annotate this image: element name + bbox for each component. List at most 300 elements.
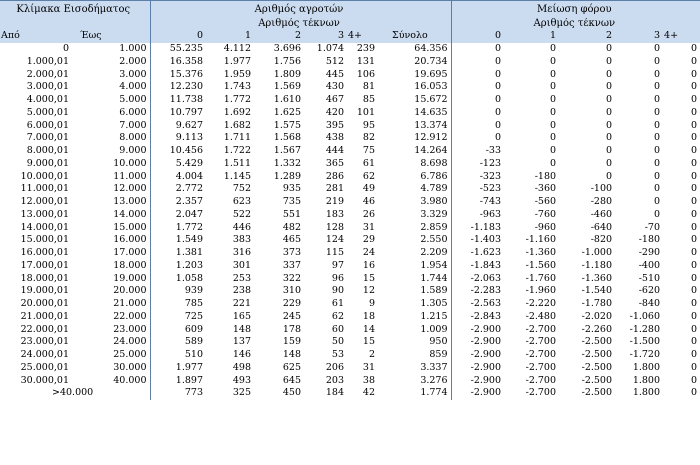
cell-to: 7.000 — [72, 119, 150, 132]
table-cell: 0 — [691, 68, 698, 80]
table-cell: 0 — [691, 374, 698, 386]
table-cell: -2.900 — [470, 387, 502, 399]
table-cell: -290 — [638, 247, 661, 259]
table-cell: 0 — [691, 145, 698, 157]
table-cell: 55.235 — [169, 43, 203, 55]
table-cell: -1.000 — [581, 247, 613, 259]
cell-from: 14.000,01 — [20, 221, 69, 233]
table-cell: -180 — [534, 170, 557, 182]
income-scale-header: Κλίμακα Εισοδήματος — [0, 1, 150, 19]
table-cell: 97 — [331, 259, 344, 271]
table-cell: 0 — [691, 94, 698, 106]
table-cell: 81 — [362, 81, 375, 93]
table-cell: 13.374 — [378, 119, 451, 132]
table-row — [0, 94, 700, 107]
table-cell: 5.429 — [175, 157, 203, 169]
table-cell: 1.800 — [632, 374, 661, 386]
table-row — [0, 81, 700, 94]
cell-from: 21.000,01 — [20, 310, 69, 322]
cell-to: 8.000 — [72, 132, 150, 145]
table-row — [0, 349, 700, 362]
table-cell: -560 — [534, 196, 557, 208]
table-cell: 482 — [282, 221, 301, 233]
table-cell: 20.734 — [378, 56, 451, 69]
cell-to: 10.000 — [72, 158, 150, 171]
cell-to: 19.000 — [72, 272, 150, 285]
table-cell: 3.337 — [378, 362, 451, 375]
table-cell: 0 — [691, 323, 698, 335]
table-cell: -1.560 — [525, 259, 557, 271]
cell-from: 7.000,01 — [26, 132, 69, 144]
table-cell: 9.627 — [175, 119, 203, 131]
table-cell: -2.563 — [470, 298, 502, 310]
table-cell: 0 — [691, 106, 698, 118]
table-cell: 62 — [331, 310, 344, 322]
table-cell: 859 — [378, 349, 451, 362]
table-cell: 0 — [605, 132, 613, 144]
table-cell: 61 — [362, 157, 375, 169]
table-cell: 1.772 — [223, 94, 251, 106]
children-header-tax: Αριθμός τέκνων — [451, 18, 700, 30]
table-cell: 0 — [691, 272, 698, 284]
table-cell: 14.264 — [378, 145, 451, 158]
table-cell: 373 — [282, 247, 301, 259]
table-cell: -2.700 — [525, 361, 557, 373]
cell-to: 14.000 — [72, 209, 150, 222]
table-cell: -1.280 — [629, 323, 661, 335]
table-cell: 128 — [325, 221, 344, 233]
table-cell: -1.060 — [629, 310, 661, 322]
table-cell: 206 — [325, 361, 344, 373]
table-cell: 11.738 — [169, 94, 203, 106]
table-cell: 9.113 — [175, 132, 203, 144]
table-cell: -2.700 — [525, 323, 557, 335]
table-cell: -2.500 — [581, 336, 613, 348]
cell-to: 23.000 — [72, 323, 150, 336]
table-cell: 0 — [691, 81, 698, 93]
table-cell: -620 — [638, 285, 661, 297]
cell-from: 30.000,01 — [20, 374, 69, 386]
table-cell: -2.063 — [470, 272, 502, 284]
table-cell: 316 — [232, 247, 251, 259]
table-cell: 1.692 — [223, 106, 251, 118]
table-cell: 15.672 — [378, 94, 451, 107]
table-cell: 2.357 — [175, 196, 203, 208]
table-row — [0, 56, 700, 69]
table-cell: 0 — [605, 81, 613, 93]
table-cell: 2.209 — [378, 247, 451, 260]
table-cell: 1.744 — [378, 272, 451, 285]
table-cell: -2.700 — [525, 374, 557, 386]
table-cell: 2.550 — [378, 234, 451, 247]
table-cell: 1.145 — [223, 170, 251, 182]
col-tax-4plus: 4+ — [663, 30, 700, 43]
table-cell: 467 — [325, 94, 344, 106]
table-cell: 0 — [605, 157, 613, 169]
table-cell: 53 — [331, 349, 344, 361]
table-cell: 16.358 — [169, 55, 203, 67]
table-cell: 8.698 — [378, 158, 451, 171]
table-cell: 203 — [325, 374, 344, 386]
cell-from: 25.000,01 — [20, 361, 69, 373]
table-cell: 219 — [325, 196, 344, 208]
table-cell: 950 — [378, 336, 451, 349]
cell-to: 25.000 — [72, 349, 150, 362]
table-cell: 337 — [282, 259, 301, 271]
cell-to: 17.000 — [72, 247, 150, 260]
table-cell: 82 — [362, 132, 375, 144]
table-cell: 725 — [184, 310, 203, 322]
table-cell: 1.215 — [378, 311, 451, 324]
table-cell: 0 — [691, 361, 698, 373]
table-cell: 0 — [691, 310, 698, 322]
table-cell: 12.912 — [378, 132, 451, 145]
table-cell: 0 — [691, 349, 698, 361]
table-cell: 0 — [691, 132, 698, 144]
table-cell: 1.332 — [273, 157, 301, 169]
table-cell: -2.500 — [581, 374, 613, 386]
table-cell: 1.009 — [378, 323, 451, 336]
table-cell: 735 — [282, 196, 301, 208]
table-cell: 773 — [184, 387, 203, 399]
table-cell: 1.567 — [273, 145, 301, 157]
table-cell: 0 — [605, 94, 613, 106]
table-cell: 184 — [325, 387, 344, 399]
cell-from: 19.000,01 — [20, 285, 69, 297]
cell-from: 6.000,01 — [26, 119, 69, 131]
table-cell: 0 — [549, 132, 557, 144]
table-cell: 24 — [362, 247, 375, 259]
table-cell: -2.500 — [581, 361, 613, 373]
table-cell: 1.305 — [378, 298, 451, 311]
table-cell: -2.020 — [581, 310, 613, 322]
table-cell: -1.500 — [629, 336, 661, 348]
table-cell: -2.900 — [470, 336, 502, 348]
table-cell: -1.160 — [525, 234, 557, 246]
table-cell: 1.722 — [223, 145, 251, 157]
table-cell: 1.203 — [175, 259, 203, 271]
table-cell: 0 — [653, 68, 661, 80]
table-cell: -2.480 — [525, 310, 557, 322]
table-cell: -2.700 — [525, 336, 557, 348]
table-cell: 286 — [325, 170, 344, 182]
table-cell: 2.859 — [378, 221, 451, 234]
table-cell: 0 — [653, 106, 661, 118]
table-cell: 0 — [549, 94, 557, 106]
table-cell: 0 — [653, 196, 661, 208]
children-header-farmers: Αριθμός τέκνων — [150, 18, 451, 30]
col-tax-1: 1 — [504, 30, 559, 43]
table-cell: 645 — [282, 374, 301, 386]
table-cell: 137 — [232, 336, 251, 348]
col-from: Από — [0, 30, 72, 43]
table-row — [0, 209, 700, 222]
cell-to: 1.000 — [72, 43, 150, 56]
cell-from: 11.000,01 — [20, 183, 69, 195]
table-cell: 281 — [325, 183, 344, 195]
table-cell: 26 — [362, 208, 375, 220]
cell-from: 23.000,01 — [20, 336, 69, 348]
table-cell: 522 — [232, 208, 251, 220]
cell-from: 13.000,01 — [20, 208, 69, 220]
table-cell: 935 — [282, 183, 301, 195]
table-cell: -1.780 — [581, 298, 613, 310]
cell-from: 22.000,01 — [20, 323, 69, 335]
table-cell: 0 — [691, 387, 698, 399]
table-cell: -2.260 — [581, 323, 613, 335]
cell-to: 13.000 — [72, 196, 150, 209]
table-cell: 29 — [362, 234, 375, 246]
table-body — [0, 43, 700, 400]
cell-from: 3.000,01 — [26, 81, 69, 93]
table-cell: 623 — [232, 196, 251, 208]
table-cell: -323 — [479, 170, 502, 182]
table-cell: 75 — [362, 145, 375, 157]
table-cell: 438 — [325, 132, 344, 144]
table-cell: 0 — [691, 208, 698, 220]
table-cell: 4.789 — [378, 183, 451, 196]
table-cell: 2.047 — [175, 208, 203, 220]
table-cell: 0 — [653, 132, 661, 144]
table-cell: 1.575 — [273, 119, 301, 131]
table-cell: 0 — [691, 170, 698, 182]
table-row — [0, 234, 700, 247]
cell-to: 3.000 — [72, 68, 150, 81]
table-cell: 0 — [549, 157, 557, 169]
table-cell: 609 — [184, 323, 203, 335]
table-cell: 0 — [494, 81, 502, 93]
table-cell: 14 — [362, 323, 375, 335]
table-row — [0, 374, 700, 387]
table-cell: 131 — [356, 55, 375, 67]
table-cell: 221 — [232, 298, 251, 310]
table-cell: 19.695 — [378, 68, 451, 81]
table-cell: 3.276 — [378, 374, 451, 387]
table-cell: -2.700 — [525, 349, 557, 361]
table-cell: 0 — [691, 157, 698, 169]
table-cell: 0 — [494, 106, 502, 118]
table-cell: -400 — [638, 259, 661, 271]
table-cell: 939 — [184, 285, 203, 297]
table-row — [0, 311, 700, 324]
table-row — [0, 362, 700, 375]
table-cell: 1.625 — [273, 106, 301, 118]
table-cell: 0 — [691, 43, 698, 55]
table-cell: 124 — [325, 234, 344, 246]
table-cell: 1.511 — [223, 157, 251, 169]
table-cell: 493 — [232, 374, 251, 386]
table-cell: 1.381 — [175, 247, 203, 259]
table-cell: 253 — [232, 272, 251, 284]
table-row — [0, 107, 700, 120]
col-children-2: 2 — [254, 30, 304, 43]
table-cell: -180 — [638, 234, 661, 246]
table-cell: 1.569 — [273, 81, 301, 93]
table-cell: 395 — [325, 119, 344, 131]
table-row — [0, 298, 700, 311]
tax-reduction-header: Μείωση φόρου — [451, 1, 700, 19]
table-cell: 31 — [362, 361, 375, 373]
table-row — [0, 196, 700, 209]
table-cell: 498 — [232, 361, 251, 373]
table-cell: 0 — [691, 259, 698, 271]
table-cell: -510 — [638, 272, 661, 284]
table-cell: 10.456 — [169, 145, 203, 157]
table-row — [0, 183, 700, 196]
table-cell: 0 — [494, 43, 502, 55]
table-cell: 512 — [325, 55, 344, 67]
table-row — [0, 247, 700, 260]
table-cell: 1.954 — [378, 260, 451, 273]
table-cell: 16.053 — [378, 81, 451, 94]
table-cell: 0 — [605, 170, 613, 182]
table-cell: 1.058 — [175, 272, 203, 284]
table-cell: 1.800 — [632, 361, 661, 373]
cell-from: 20.000,01 — [20, 298, 69, 310]
table-cell: 0 — [605, 106, 613, 118]
table-cell: 0 — [494, 132, 502, 144]
table-cell: 1.800 — [632, 387, 661, 399]
table-cell: 15 — [362, 272, 375, 284]
table-cell: 0 — [549, 145, 557, 157]
table-cell: 4.004 — [175, 170, 203, 182]
table-cell: 3.980 — [378, 196, 451, 209]
table-cell: -1.760 — [525, 272, 557, 284]
table-cell: 1.549 — [175, 234, 203, 246]
table-cell: 4.112 — [223, 43, 251, 55]
table-cell: 0 — [549, 81, 557, 93]
table-cell: 310 — [282, 285, 301, 297]
table-cell: 165 — [232, 310, 251, 322]
table-cell: 18 — [362, 310, 375, 322]
table-cell: 146 — [232, 349, 251, 361]
table-cell: 101 — [356, 106, 375, 118]
table-cell: 0 — [549, 68, 557, 80]
table-cell: 0 — [653, 55, 661, 67]
table-cell: 383 — [232, 234, 251, 246]
table-row — [0, 170, 700, 183]
table-cell: 0 — [691, 247, 698, 259]
cell-to: 16.000 — [72, 234, 150, 247]
cell-to: 24.000 — [72, 336, 150, 349]
table-cell: -2.900 — [470, 323, 502, 335]
table-cell: -1.960 — [525, 285, 557, 297]
table-cell: 38 — [362, 374, 375, 386]
table-cell: 90 — [331, 285, 344, 297]
table-cell: -2.900 — [470, 349, 502, 361]
cell-from: 2.000,01 — [26, 68, 69, 80]
table-cell: 1.959 — [223, 68, 251, 80]
table-row — [0, 336, 700, 349]
table-cell: 1.756 — [273, 55, 301, 67]
table-cell: 0 — [494, 119, 502, 131]
cell-to: 20.000 — [72, 285, 150, 298]
table-cell: 0 — [549, 55, 557, 67]
cell-to: 11.000 — [72, 170, 150, 183]
table-cell: 159 — [282, 336, 301, 348]
table-cell: -963 — [479, 208, 502, 220]
table-cell: 1.772 — [175, 221, 203, 233]
table-cell: 61 — [331, 298, 344, 310]
table-cell: 465 — [282, 234, 301, 246]
table-cell: 301 — [232, 259, 251, 271]
table-cell: 0 — [494, 68, 502, 80]
table-row — [0, 221, 700, 234]
table-cell: 0 — [691, 336, 698, 348]
table-cell: 0 — [691, 234, 698, 246]
table-cell: -2.843 — [470, 310, 502, 322]
table-cell: 1.774 — [378, 387, 451, 400]
table-cell: -2.500 — [581, 349, 613, 361]
cell-to: 5.000 — [72, 94, 150, 107]
table-cell: 6.786 — [378, 170, 451, 183]
cell-to: 2.000 — [72, 56, 150, 69]
table-cell: 238 — [232, 285, 251, 297]
table-cell: 0 — [653, 81, 661, 93]
table-cell: 0 — [653, 157, 661, 169]
table-cell: 12.230 — [169, 81, 203, 93]
table-cell: -70 — [644, 221, 661, 233]
table-cell: -1.180 — [581, 259, 613, 271]
table-cell: 1.568 — [273, 132, 301, 144]
cell-income-over-40000: >40.000 — [0, 387, 150, 400]
table-cell: -33 — [485, 145, 502, 157]
table-cell: 444 — [325, 145, 344, 157]
table-cell: 9 — [368, 298, 375, 310]
table-cell: 1.589 — [378, 285, 451, 298]
table-cell: 0 — [653, 43, 661, 55]
cell-to: 22.000 — [72, 311, 150, 324]
table-cell: 445 — [325, 68, 344, 80]
table-row-last — [0, 387, 700, 400]
col-children-4plus: 4+ — [347, 30, 378, 43]
cell-to: 18.000 — [72, 260, 150, 273]
cell-from: 15.000,01 — [20, 234, 69, 246]
farmers-header: Αριθμός αγροτών — [150, 1, 451, 19]
table-cell: 1.289 — [273, 170, 301, 182]
table-cell: 85 — [362, 94, 375, 106]
table-cell: 0 — [691, 221, 698, 233]
table-cell: 96 — [331, 272, 344, 284]
table-cell: 2.772 — [175, 183, 203, 195]
table-cell: 0 — [494, 94, 502, 106]
table-row — [0, 272, 700, 285]
table-cell: 2 — [368, 349, 375, 361]
table-cell: -523 — [479, 183, 502, 195]
table-cell: -460 — [590, 208, 613, 220]
table-cell: 62 — [362, 170, 375, 182]
table-cell: 0 — [691, 55, 698, 67]
table-cell: 178 — [282, 323, 301, 335]
cell-from: 10.000,01 — [20, 170, 69, 182]
table-cell: 50 — [331, 336, 344, 348]
table-cell: 785 — [184, 298, 203, 310]
table-cell: 106 — [356, 68, 375, 80]
cell-to: 12.000 — [72, 183, 150, 196]
table-row — [0, 68, 700, 81]
table-row — [0, 158, 700, 171]
table-cell: 551 — [282, 208, 301, 220]
table-cell: 0 — [605, 68, 613, 80]
table-cell: 0 — [494, 55, 502, 67]
table-cell: 325 — [232, 387, 251, 399]
table-cell: 3.696 — [273, 43, 301, 55]
table-cell: -280 — [590, 196, 613, 208]
table-row — [0, 119, 700, 132]
table-cell: 446 — [232, 221, 251, 233]
cell-to: 4.000 — [72, 81, 150, 94]
cell-from: 4.000,01 — [26, 94, 69, 106]
